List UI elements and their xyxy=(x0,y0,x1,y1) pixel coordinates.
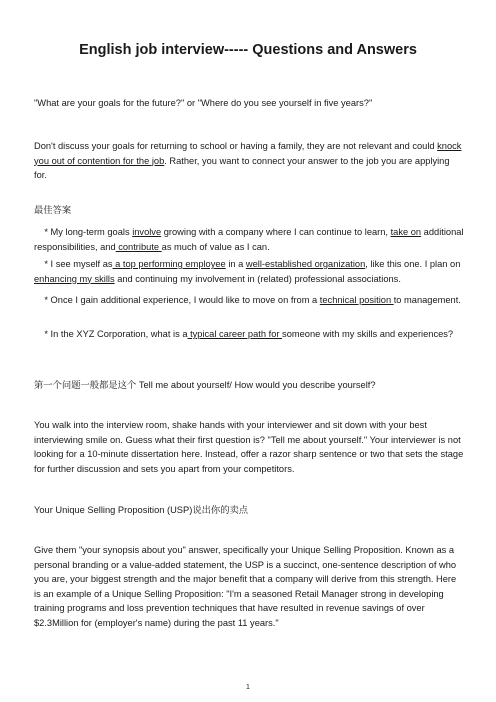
term-enhancing-my-skills[interactable]: enhancing my skills xyxy=(34,273,115,284)
page-number: 1 xyxy=(246,684,250,691)
term-take-on[interactable]: take on xyxy=(390,227,422,237)
document-title: English job interview----- Questions and Answers xyxy=(79,42,417,58)
usp-heading: Your Unique Selling Proposition (USP)说出你的卖点 xyxy=(34,505,249,516)
question-goals: "What are your goals for the future?" or "Where do you see yourself in five years?" xyxy=(34,98,373,108)
advice-link[interactable]: knock you out of contention for the job xyxy=(34,141,462,166)
term-top-performing-employee[interactable]: a top performing employee xyxy=(112,259,226,269)
advice-text-end: . Rather, you want to connect your answer to the job you are applying for. xyxy=(34,155,450,180)
answer-item-4: * In the XYZ Corporation, what is a typical career path for someone with my skills and experiences? xyxy=(44,329,454,339)
term-involve[interactable]: involve xyxy=(132,227,162,237)
advice-paragraph xyxy=(34,139,464,183)
best-answer-label: 最佳答案 xyxy=(34,205,72,216)
answer-item-3: * Once I gain additional experience, I would like to move on from a technical position to management. xyxy=(44,295,461,305)
answer-item-1: * My long-term goals involve growing with a company where I can continue to learn, take on additional responsibilities, and contribute as much of value as I can. xyxy=(34,227,464,252)
term-technical-position[interactable]: technical position xyxy=(319,295,394,305)
advice-text: Don't discuss your goals for returning to school or having a family, they are not relevant and could xyxy=(34,141,438,151)
paragraph-usp: Give them "your synopsis about you" answer, specifically your Unique Selling Proposition. Known as a personal branding or a value-added statement, the USP is a succinct, one-sentence description of who you are, your biggest strength and the major benefit that a company will derive from this strength. Here is an example of a Unique Selling Proposition: "I'm a seasoned Retail Manager strong in developing training programs and loss prevention techniques that have resulted in revenue savings of over $2.3Million for (employer's name) during the past 11 years." xyxy=(34,545,457,628)
answer-item-2: * I see myself as a top performing employee in a well-established organization, like this one. I plan on enhancing my skills and continuing my involvement in (related) professional associations. xyxy=(34,259,461,284)
term-typical-career-path[interactable]: typical career path for xyxy=(187,329,283,339)
question-tell-me-about-yourself: 第一个问题一般都是这个 Tell me about yourself/ How would you describe yourself? xyxy=(34,380,376,391)
term-contribute[interactable]: contribute xyxy=(115,241,162,252)
paragraph-interview-intro: You walk into the interview room, shake hands with your interviewer and sit down with your best interviewing smile on. Guess what their first question is? "Tell me about yourself." Your interviewer is not looking for a 10-minute dissertation here. Instead, offer a razor sharp sentence or two that sets the stage for further discussion and sets you apart from your competitors. xyxy=(34,420,464,474)
term-well-established-organization[interactable]: well-established organization xyxy=(245,259,366,269)
